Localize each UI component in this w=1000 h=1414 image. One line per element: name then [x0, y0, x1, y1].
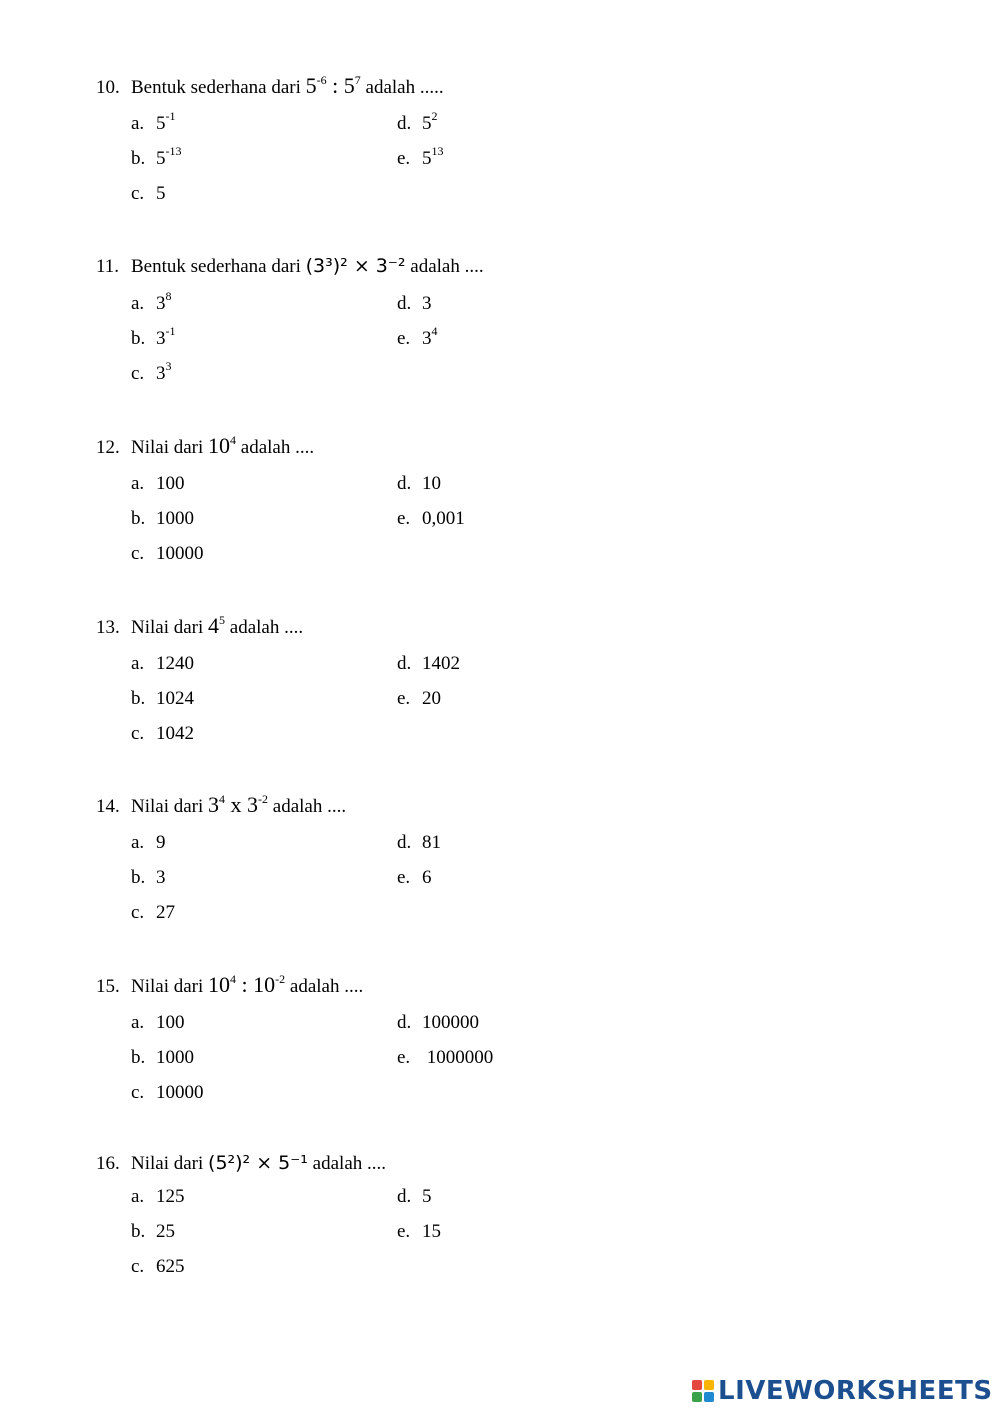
option-d[interactable]: d. 100000 — [397, 1012, 479, 1033]
option-b[interactable]: b. 25 — [131, 1221, 175, 1242]
option-c[interactable]: c. 10000 — [131, 543, 204, 564]
question-number: 11. — [96, 256, 120, 277]
liveworksheets-logo — [692, 1375, 993, 1407]
option-a[interactable]: a. $3^8$ — [131, 289, 172, 314]
question-number: 10. — [96, 77, 120, 98]
option-a[interactable]: a. 125 — [131, 1186, 185, 1207]
option-e[interactable]: e. 0,001 — [397, 508, 465, 529]
stem-text: Bentuk sederhana dari — [131, 256, 306, 277]
option-c[interactable]: c. 625 — [131, 1256, 185, 1277]
option-d[interactable]: d. 10 — [397, 473, 441, 494]
stem-text: adalah .... — [405, 256, 484, 277]
stem-text: Nilai dari — [131, 1153, 209, 1174]
question-stem — [96, 254, 484, 279]
stem-math: $5^{-6}$ : $5^7$ — [305, 73, 361, 98]
question-stem — [96, 614, 303, 640]
logo-text: LIVEWORKSHEETS — [718, 1376, 993, 1406]
stem-text: Nilai dari — [131, 976, 209, 997]
option-a[interactable]: a. $5^{-1}$ — [131, 109, 176, 134]
option-b[interactable]: b. 1000 — [131, 1047, 194, 1068]
stem-math: $10^4$ : $10^{-2}$ — [208, 972, 286, 997]
option-c[interactable]: c. 5 — [131, 183, 166, 204]
option-a[interactable]: a. 100 — [131, 473, 185, 494]
question-number: 15. — [96, 976, 120, 997]
option-e[interactable]: e. $3^4$ — [397, 324, 438, 349]
option-a[interactable]: a. 1240 — [131, 653, 194, 674]
option-c[interactable]: c. 1042 — [131, 723, 194, 744]
option-b[interactable]: b. 1024 — [131, 688, 194, 709]
option-c[interactable]: c. 27 — [131, 902, 175, 923]
option-d[interactable]: d. 81 — [397, 832, 441, 853]
liveworksheets-logo-icon — [692, 1380, 714, 1402]
stem-text: adalah .... — [307, 1153, 386, 1174]
stem-text: Nilai dari — [131, 617, 209, 638]
option-b[interactable]: b. $3^{-1}$ — [131, 324, 176, 349]
option-b[interactable]: b. $5^{-13}$ — [131, 144, 182, 169]
stem-math: (5²)² × 5⁻¹ — [208, 1152, 308, 1174]
logo-tile — [704, 1380, 714, 1390]
question-number: 16. — [96, 1153, 120, 1174]
stem-text: Nilai dari — [131, 796, 209, 817]
question-stem — [96, 434, 314, 460]
option-e[interactable]: e. 15 — [397, 1221, 441, 1242]
option-d[interactable]: d. 3 — [397, 293, 432, 314]
question-number: 14. — [96, 796, 120, 817]
question-stem — [96, 793, 346, 819]
stem-text: Nilai dari — [131, 437, 209, 458]
option-d[interactable]: d. 5 — [397, 1186, 432, 1207]
option-e[interactable]: e. $5^{13}$ — [397, 144, 444, 169]
question-number: 13. — [96, 617, 120, 638]
option-c[interactable]: c. 10000 — [131, 1082, 204, 1103]
stem-text: adalah .... — [236, 437, 315, 458]
question-number: 12. — [96, 437, 120, 458]
logo-tile — [692, 1392, 702, 1402]
stem-math: $3^4$ x $3^{-2}$ — [208, 792, 269, 817]
stem-math: $10^4$ — [208, 433, 237, 458]
question-stem — [96, 973, 363, 999]
question-stem — [96, 74, 444, 100]
option-b[interactable]: b. 3 — [131, 867, 166, 888]
stem-text: adalah .... — [268, 796, 347, 817]
stem-text: adalah .... — [285, 976, 364, 997]
option-d[interactable]: d. $5^2$ — [397, 109, 438, 134]
option-a[interactable]: a. 9 — [131, 832, 166, 853]
stem-text: adalah .... — [225, 617, 304, 638]
question-stem — [96, 1151, 386, 1176]
stem-math: (3³)² × 3⁻² — [305, 255, 406, 277]
logo-tile — [692, 1380, 702, 1390]
option-e[interactable]: e. 6 — [397, 867, 432, 888]
stem-math: $4^5$ — [208, 613, 226, 638]
stem-text: adalah ..... — [360, 77, 444, 98]
stem-text: Bentuk sederhana dari — [131, 77, 306, 98]
option-b[interactable]: b. 1000 — [131, 508, 194, 529]
logo-tile — [704, 1392, 714, 1402]
option-a[interactable]: a. 100 — [131, 1012, 185, 1033]
option-c[interactable]: c. $3^3$ — [131, 359, 172, 384]
option-e[interactable]: e. 20 — [397, 688, 441, 709]
option-e[interactable]: e. 1000000 — [397, 1047, 494, 1068]
option-d[interactable]: d. 1402 — [397, 653, 460, 674]
